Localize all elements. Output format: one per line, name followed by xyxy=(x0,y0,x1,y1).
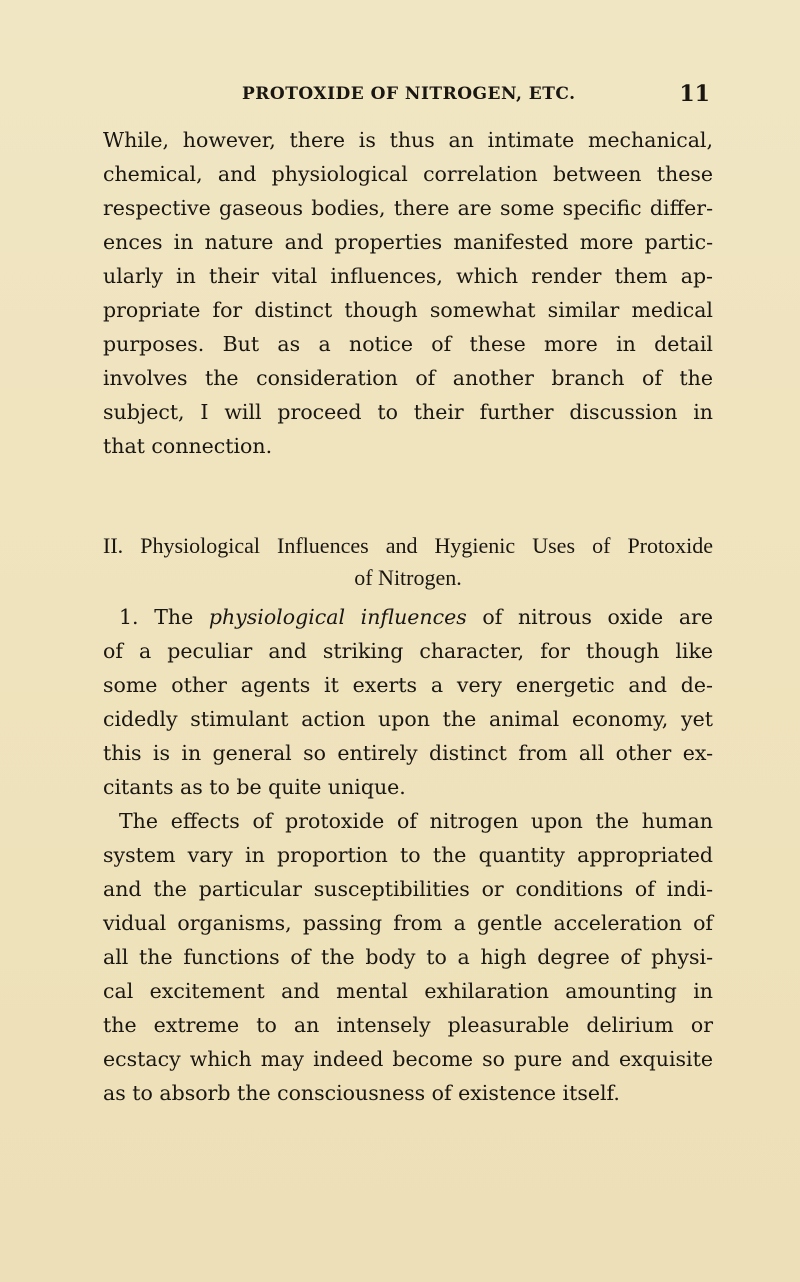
text-line: the extreme to an intensely pleasurable delirium or xyxy=(103,1013,713,1037)
inline-text: of nitrous oxide are xyxy=(466,605,713,629)
text-line: chemical, and physiological correlation between these xyxy=(103,162,713,186)
text-line: While, however, there is thus an intimate mechanical, xyxy=(103,128,713,152)
text-line: respective gaseous bodies, there are some specific differ- xyxy=(103,196,713,220)
text-line: cidedly stimulant action upon the animal economy, yet xyxy=(103,707,713,731)
text-line: vidual organisms, passing from a gentle acceleration of xyxy=(103,911,713,935)
paragraph-effects xyxy=(103,804,713,1110)
section-heading xyxy=(103,530,713,594)
text-line: ences in nature and properties manifested more partic- xyxy=(103,230,713,254)
text-line-first xyxy=(103,600,713,634)
text-line: all the functions of the body to a high degree of physi- xyxy=(103,945,713,969)
paragraph-physiological-influences xyxy=(103,600,713,804)
text-line: that connection. xyxy=(103,434,273,458)
text-line: as to absorb the consciousness of existence itself. xyxy=(103,1081,620,1105)
text-line: ularly in their vital influences, which render them ap- xyxy=(103,264,713,288)
text-line: this is in general so entirely distinct from all other ex- xyxy=(103,741,713,765)
inline-text: 1. The xyxy=(119,605,209,629)
text-line: ecstacy which may indeed become so pure and exquisite xyxy=(103,1047,713,1071)
text-line: purposes. But as a notice of these more in detail xyxy=(103,332,713,356)
running-head-title: PROTOXIDE OF NITROGEN, ETC. xyxy=(242,84,576,104)
text-line: propriate for distinct though somewhat similar medical xyxy=(103,298,713,322)
text-line: some other agents it exerts a very energetic and de- xyxy=(103,673,713,697)
paragraph-correlation xyxy=(103,123,713,463)
text-line: subject, I will proceed to their further discussion in xyxy=(103,400,713,424)
text-line: system vary in proportion to the quantity appropriated xyxy=(103,843,713,867)
text-line: citants as to be quite unique. xyxy=(103,775,406,799)
text-line: of a peculiar and striking character, for though like xyxy=(103,639,713,663)
page-number: 11 xyxy=(679,81,710,107)
section-heading-line: II. Physiological Influences and Hygienic Uses of Protoxide xyxy=(103,533,713,558)
text-line: The effects of protoxide of nitrogen upon the human xyxy=(119,809,713,833)
text-line: and the particular susceptibilities or conditions of indi- xyxy=(103,877,713,901)
text-line: involves the consideration of another branch of the xyxy=(103,366,713,390)
emphasis-text: physiological influences xyxy=(208,605,467,629)
section-heading-line: of Nitrogen. xyxy=(354,565,462,590)
text-line: cal excitement and mental exhilaration amounting in xyxy=(103,979,713,1003)
running-head xyxy=(190,81,710,108)
